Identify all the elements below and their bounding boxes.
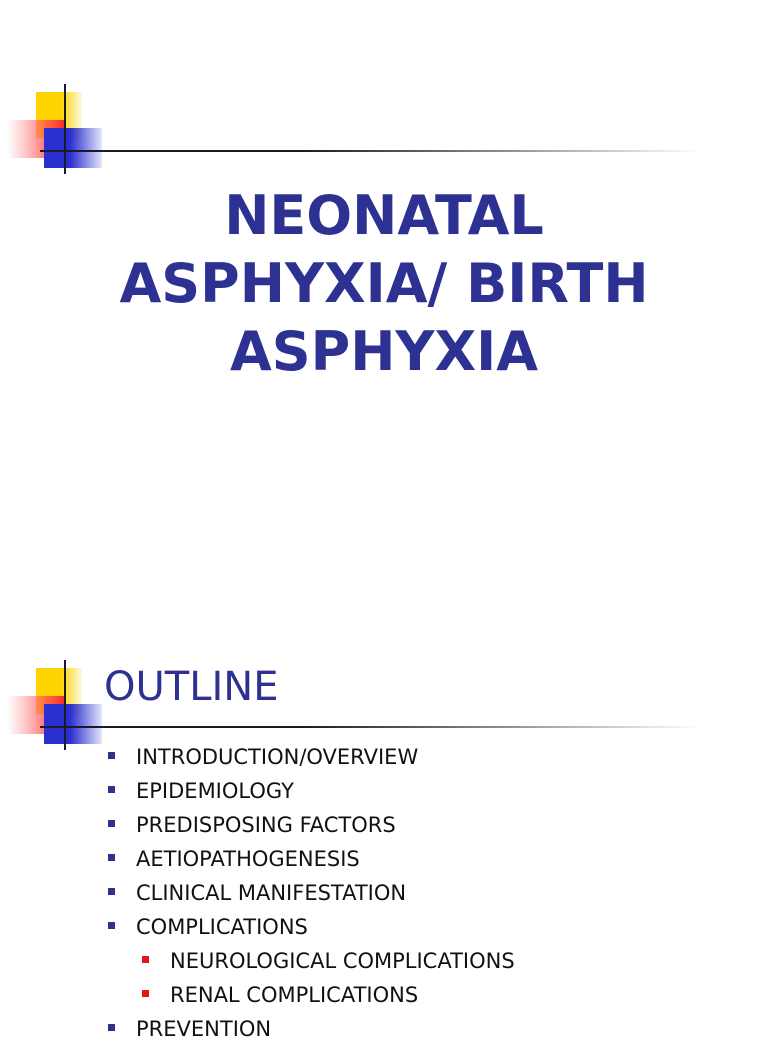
- horizontal-rule: [40, 150, 700, 152]
- list-item: [108, 740, 515, 774]
- square-bullet-icon: [108, 922, 115, 929]
- square-bullet-icon: [108, 1024, 115, 1031]
- square-bullet-icon: [142, 956, 149, 963]
- list-item-text: INTRODUCTION/OVERVIEW: [136, 745, 419, 769]
- vertical-rule: [64, 84, 66, 174]
- list-item: [108, 808, 515, 842]
- vertical-rule: [64, 660, 66, 750]
- horizontal-rule: [40, 726, 700, 728]
- title-line-2: ASPHYXIA/ BIRTH: [119, 252, 649, 315]
- square-bullet-icon: [108, 820, 115, 827]
- list-item-text: NEUROLOGICAL COMPLICATIONS: [170, 949, 515, 973]
- list-item: [108, 1012, 515, 1046]
- slide-title: [40, 182, 728, 386]
- list-item-text: PREDISPOSING FACTORS: [136, 813, 396, 837]
- square-bullet-icon: [108, 854, 115, 861]
- list-item: [108, 876, 515, 910]
- list-item-text: PREVENTION: [136, 1017, 272, 1041]
- title-line-3: ASPHYXIA: [229, 320, 539, 383]
- list-item-text: AETIOPATHOGENESIS: [136, 847, 360, 871]
- square-bullet-icon: [108, 786, 115, 793]
- square-bullet-icon: [142, 990, 149, 997]
- outline-list: [108, 740, 515, 1046]
- list-item-text: EPIDEMIOLOGY: [136, 779, 294, 803]
- sub-list-item: [142, 978, 515, 1012]
- list-item-text: COMPLICATIONS: [136, 915, 308, 939]
- sub-list-item: [142, 944, 515, 978]
- list-item: [108, 774, 515, 808]
- outline-heading: OUTLINE: [104, 664, 279, 710]
- square-bullet-icon: [108, 888, 115, 895]
- list-item-text: CLINICAL MANIFESTATION: [136, 881, 407, 905]
- blue-square: [44, 704, 102, 744]
- title-line-1: NEONATAL: [224, 184, 544, 247]
- list-item-text: RENAL COMPLICATIONS: [170, 983, 419, 1007]
- list-item: [108, 910, 515, 944]
- corner-decoration: [0, 84, 120, 184]
- corner-decoration: [0, 660, 120, 760]
- outline-slide: [0, 620, 768, 1041]
- blue-square: [44, 128, 102, 168]
- list-item: [108, 842, 515, 876]
- square-bullet-icon: [108, 752, 115, 759]
